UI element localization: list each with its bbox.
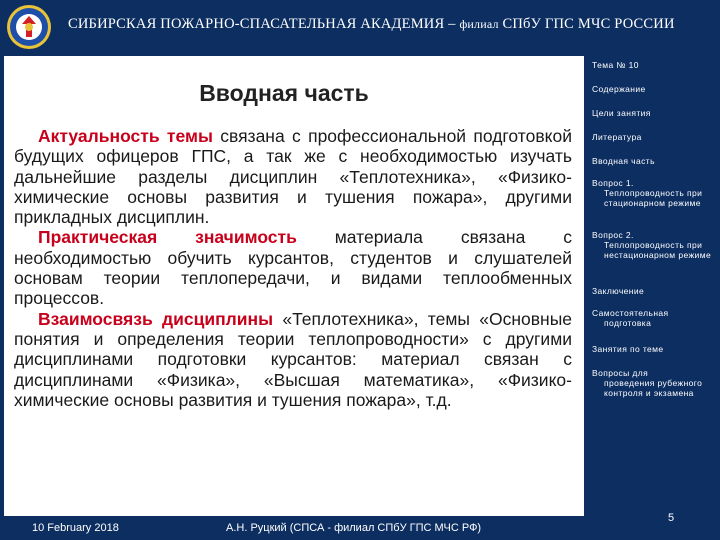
relevance-paragraph	[14, 126, 572, 227]
sidebar-item-conclusion[interactable]: Заключение	[592, 286, 645, 296]
sidebar-item-contents[interactable]: Содержание	[592, 84, 646, 94]
slide-title: Вводная часть	[199, 80, 369, 106]
sidebar-item-introduction[interactable]: Вводная часть	[592, 156, 655, 166]
org-main: СИБИРСКАЯ ПОЖАРНО-СПАСАТЕЛЬНАЯ АКАДЕМИЯ –	[68, 16, 460, 32]
significance-paragraph	[14, 227, 572, 308]
organization-title	[68, 16, 675, 33]
slide-content	[4, 56, 584, 516]
relationship-heading: Взаимосвязь дисциплины	[38, 308, 274, 329]
relationship-text: «Теплотехника», темы «Основные понятия и определения теории теплопроводности» с другими дисциплинами подготовки курсантов: материал связан с дисциплинами «Физика», «Высшая математика», «Физико-химические основы развития и тушения пожара», т.д.	[14, 308, 573, 410]
sidebar-nav	[586, 56, 720, 516]
relevance-text: связана с профессиональной подготовкой будущих офицеров ГПС, а так же с необходимостью изучать дальнейшие разделы дисциплин «Теплотехника», «Физико-химические основы развития и тушения пожара», другими прикладных дисциплин.	[14, 126, 572, 228]
significance-heading: Практическая значимость	[38, 227, 297, 248]
footer-author: А.Н. Руцкий (СПСА - филиал СПбУ ГПС МЧС РФ)	[226, 522, 482, 534]
relationship-paragraph	[14, 309, 572, 410]
sidebar-item-self-study[interactable]: Самостоятельная подготовка	[592, 308, 669, 328]
sidebar-item-goals[interactable]: Цели занятия	[592, 108, 651, 118]
sidebar-item-exam-questions[interactable]: Вопросы для проведения рубежного контроля и экзамена	[592, 368, 703, 398]
sidebar-item-question-1[interactable]: Вопрос 1. Теплопроводность при стационарном режиме	[592, 178, 703, 208]
sidebar-item-question-2[interactable]: Вопрос 2. Теплопроводность при нестационарном режиме	[592, 230, 712, 260]
footer-bar	[0, 512, 720, 540]
org-branch: филиал	[459, 17, 499, 31]
sidebar-topic: Тема № 10	[592, 60, 639, 70]
slide-body	[14, 126, 572, 410]
org-tail: СПбУ ГПС МЧС РОССИИ	[498, 16, 675, 32]
page-number: 5	[668, 512, 675, 524]
header-bar	[0, 0, 720, 54]
sidebar-item-literature[interactable]: Литература	[592, 132, 642, 142]
footer-date: 10 February 2018	[32, 522, 119, 534]
relevance-heading: Актуальность темы	[38, 126, 213, 146]
sidebar-item-topic-classes[interactable]: Занятия по теме	[592, 344, 664, 354]
significance-text: материала связана с необходимостью обучить курсантов, студентов и слушателей основам теории теплопередачи, и видами теплообменных процессов.	[14, 227, 572, 309]
academy-emblem-icon	[6, 4, 52, 50]
